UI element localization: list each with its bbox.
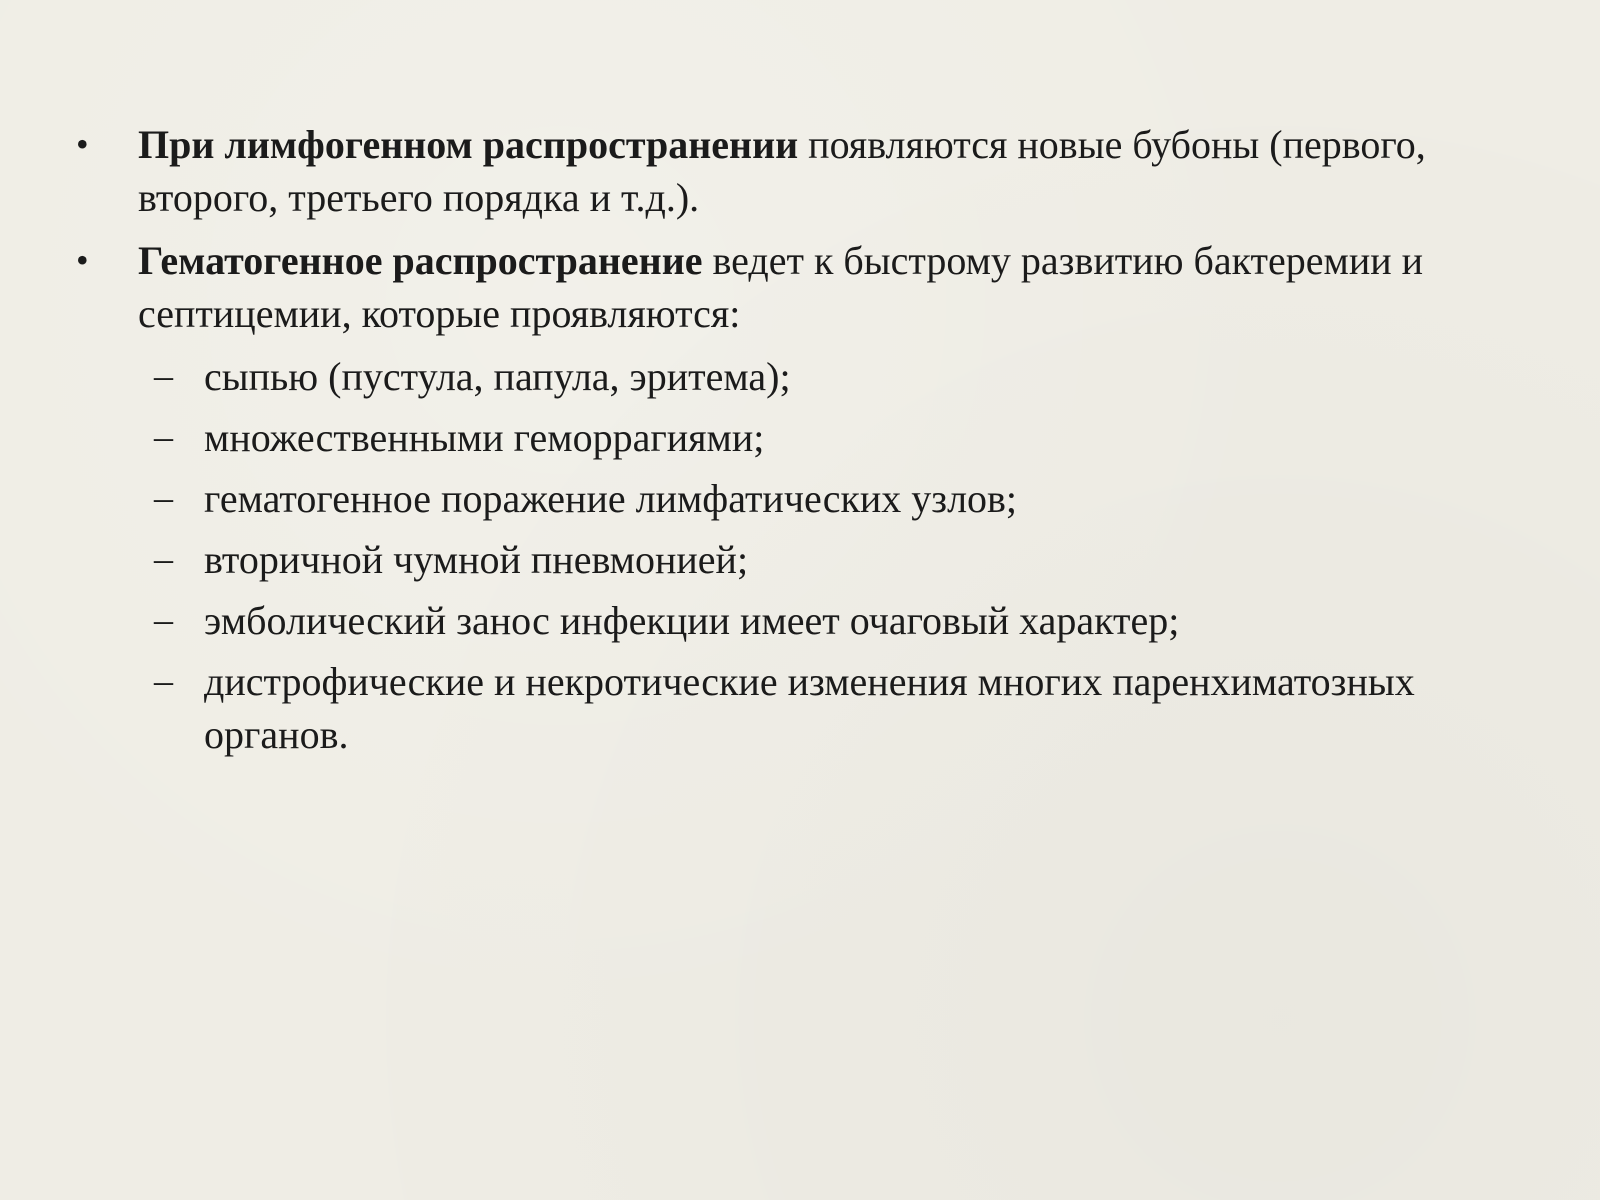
sub-item-text: дистрофические и некротические изменения многих паренхиматозных органов.: [204, 659, 1415, 757]
sub-item-text: множественными геморрагиями;: [204, 415, 765, 460]
sub-bullet-marker: –: [154, 416, 173, 458]
bullet-marker: •: [76, 124, 89, 164]
sub-bullet-marker: –: [154, 538, 173, 580]
sub-item-embolic-spread: [154, 594, 1496, 647]
bullet-lymphogenous-spread: [76, 118, 1496, 224]
bullet-text: появляются новые бубоны (первого, второго, третьего порядка и т.д.).: [138, 122, 1426, 220]
sub-item-rash: [154, 350, 1496, 403]
bullet-text: ведет к быстрому развитию бактеремии и септицемии, которые проявляются:: [138, 238, 1424, 336]
sub-item-text: эмболический занос инфекции имеет очаговый характер;: [204, 598, 1180, 643]
sub-bullet-marker: –: [154, 355, 173, 397]
bullet-marker: •: [76, 240, 89, 280]
bullet-bold-text: Гематогенное распространение: [138, 238, 703, 283]
sub-item-text: вторичной чумной пневмонией;: [204, 537, 749, 582]
slide-content: [76, 118, 1496, 769]
bullet-hematogenous-spread: [76, 234, 1496, 340]
sub-bullet-marker: –: [154, 599, 173, 641]
sub-item-pneumonia: [154, 533, 1496, 586]
sub-item-organ-changes: [154, 655, 1496, 761]
sub-item-text: гематогенное поражение лимфатических узлов;: [204, 476, 1018, 521]
sub-bullet-marker: –: [154, 660, 173, 702]
bullet-bold-text: При лимфогенном распространении: [138, 122, 799, 167]
sub-bullet-marker: –: [154, 477, 173, 519]
sub-item-text: сыпью (пустула, папула, эритема);: [204, 354, 791, 399]
sub-item-lymph-nodes: [154, 472, 1496, 525]
sub-list: [154, 350, 1496, 761]
sub-item-hemorrhages: [154, 411, 1496, 464]
